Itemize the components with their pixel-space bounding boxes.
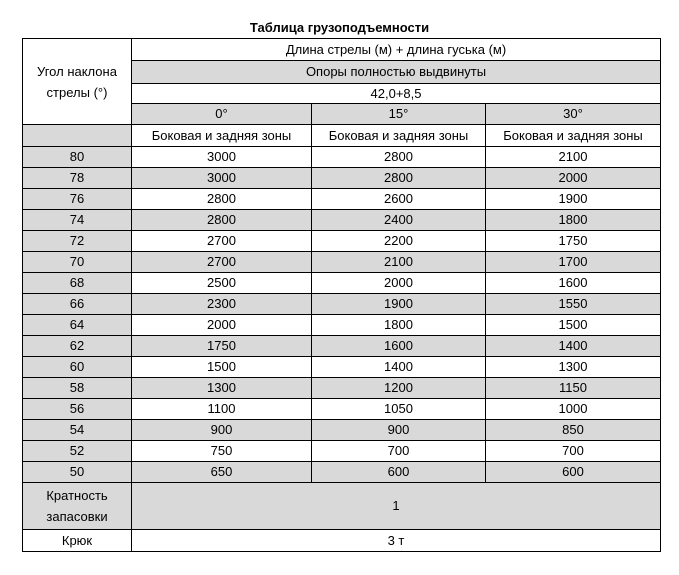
zone-header-30: Боковая и задняя зоны xyxy=(486,125,661,147)
offset-header-30: 30° xyxy=(486,104,661,125)
load-chart-table xyxy=(22,38,661,552)
load-value-cell: 2000 xyxy=(486,168,661,189)
load-value-cell: 1300 xyxy=(486,357,661,378)
load-value-cell: 2200 xyxy=(312,231,486,252)
angle-cell: 72 xyxy=(23,231,132,252)
angle-cell: 80 xyxy=(23,147,132,168)
load-value-cell: 1050 xyxy=(312,399,486,420)
angle-cell: 64 xyxy=(23,315,132,336)
load-value-cell: 1100 xyxy=(132,399,312,420)
table-row xyxy=(23,399,661,420)
load-value-cell: 1300 xyxy=(132,378,312,399)
length-value-cell xyxy=(132,84,661,104)
load-value-cell: 1550 xyxy=(486,294,661,315)
angle-spacer-cell xyxy=(23,125,132,147)
length-header-cell xyxy=(132,39,661,61)
angle-cell: 68 xyxy=(23,273,132,294)
load-value-cell: 2000 xyxy=(132,315,312,336)
load-value-cell: 900 xyxy=(132,420,312,441)
table-row xyxy=(23,357,661,378)
table-row xyxy=(23,336,661,357)
outriggers-label: Опоры полностью выдвинуты xyxy=(305,64,487,79)
load-value-cell: 2100 xyxy=(486,147,661,168)
angle-header-cell xyxy=(23,39,132,125)
load-value-cell: 2700 xyxy=(132,252,312,273)
load-value-cell: 1400 xyxy=(312,357,486,378)
angle-cell: 76 xyxy=(23,189,132,210)
outriggers-cell xyxy=(132,61,661,84)
table-row xyxy=(23,147,661,168)
load-value-cell: 1600 xyxy=(486,273,661,294)
load-value-cell: 650 xyxy=(132,462,312,483)
load-value-cell: 1900 xyxy=(312,294,486,315)
load-value-cell: 2800 xyxy=(132,189,312,210)
angle-cell: 70 xyxy=(23,252,132,273)
load-value-cell: 900 xyxy=(312,420,486,441)
load-value-cell: 2700 xyxy=(132,231,312,252)
offset-header-0: 0° xyxy=(132,104,312,125)
length-header-label: Длина стрелы (м) + длина гуська (м) xyxy=(285,41,507,57)
load-value-cell: 2500 xyxy=(132,273,312,294)
load-value-cell: 600 xyxy=(486,462,661,483)
table-row xyxy=(23,210,661,231)
table-title: Таблица грузоподъемности xyxy=(249,20,430,35)
load-value-cell: 2800 xyxy=(312,147,486,168)
load-value-cell: 1800 xyxy=(312,315,486,336)
load-value-cell: 850 xyxy=(486,420,661,441)
zone-header-15: Боковая и задняя зоны xyxy=(312,125,486,147)
load-value-cell: 2300 xyxy=(132,294,312,315)
load-value-cell: 1600 xyxy=(312,336,486,357)
load-value-cell: 1500 xyxy=(486,315,661,336)
hook-label: Крюк xyxy=(23,530,132,552)
load-value-cell: 1750 xyxy=(132,336,312,357)
load-value-cell: 1750 xyxy=(486,231,661,252)
load-value-cell: 700 xyxy=(486,441,661,462)
load-value-cell: 600 xyxy=(312,462,486,483)
load-value-cell: 1500 xyxy=(132,357,312,378)
table-row xyxy=(23,294,661,315)
angle-cell: 62 xyxy=(23,336,132,357)
load-value-cell: 1200 xyxy=(312,378,486,399)
load-value-cell: 1000 xyxy=(486,399,661,420)
angle-cell: 56 xyxy=(23,399,132,420)
table-row xyxy=(23,420,661,441)
load-value-cell: 2000 xyxy=(312,273,486,294)
table-row xyxy=(23,231,661,252)
angle-cell: 74 xyxy=(23,210,132,231)
angle-cell: 50 xyxy=(23,462,132,483)
load-value-cell: 2100 xyxy=(312,252,486,273)
load-value-cell: 2400 xyxy=(312,210,486,231)
angle-cell: 54 xyxy=(23,420,132,441)
load-value-cell: 2800 xyxy=(132,210,312,231)
hook-value: 3 т xyxy=(132,530,661,552)
table-row xyxy=(23,273,661,294)
load-value-cell: 1800 xyxy=(486,210,661,231)
table-row xyxy=(23,189,661,210)
reeving-value: 1 xyxy=(132,483,661,530)
zone-header-0: Боковая и задняя зоны xyxy=(132,125,312,147)
table-row xyxy=(23,441,661,462)
length-value: 42,0+8,5 xyxy=(370,85,422,101)
angle-header-label: Угол наклона стрелы (°) xyxy=(37,63,117,100)
table-row xyxy=(23,378,661,399)
load-value-cell: 3000 xyxy=(132,147,312,168)
load-value-cell: 2800 xyxy=(312,168,486,189)
angle-cell: 52 xyxy=(23,441,132,462)
load-value-cell: 2600 xyxy=(312,189,486,210)
reeving-label: Кратность запасовки xyxy=(23,483,132,530)
table-row xyxy=(23,462,661,483)
load-value-cell: 1900 xyxy=(486,189,661,210)
load-value-cell: 1400 xyxy=(486,336,661,357)
table-row xyxy=(23,315,661,336)
load-value-cell: 3000 xyxy=(132,168,312,189)
load-value-cell: 1700 xyxy=(486,252,661,273)
offset-header-15: 15° xyxy=(312,104,486,125)
table-row xyxy=(23,252,661,273)
load-value-cell: 700 xyxy=(312,441,486,462)
angle-cell: 78 xyxy=(23,168,132,189)
table-row xyxy=(23,168,661,189)
angle-cell: 66 xyxy=(23,294,132,315)
angle-cell: 58 xyxy=(23,378,132,399)
load-value-cell: 1150 xyxy=(486,378,661,399)
angle-cell: 60 xyxy=(23,357,132,378)
load-value-cell: 750 xyxy=(132,441,312,462)
